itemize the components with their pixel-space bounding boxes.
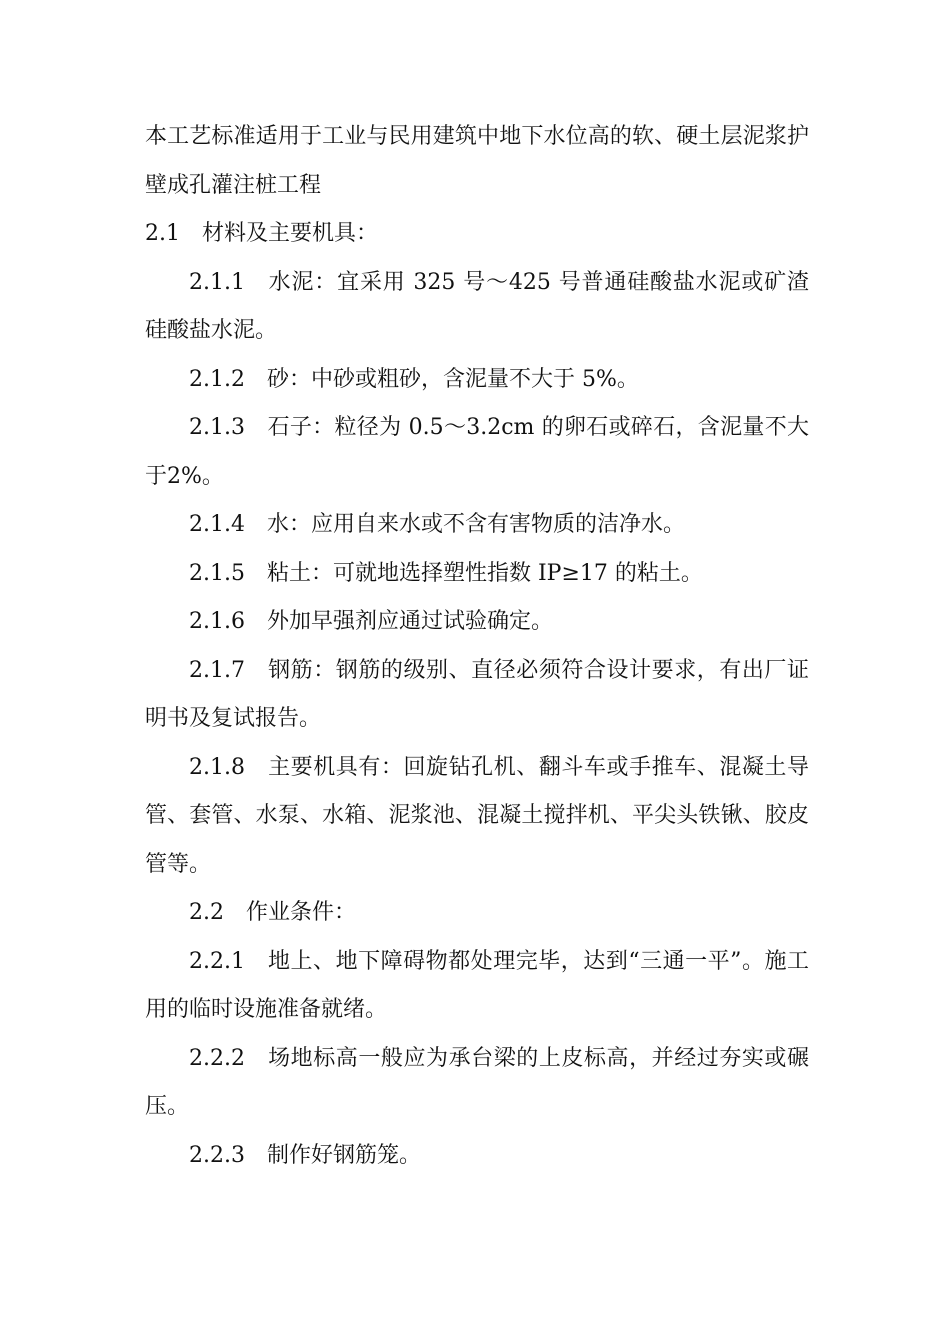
section-heading-2-2: 2.2 作业条件： <box>189 900 356 925</box>
item-2-1-6: 2.1.6 外加早强剂应通过试验确定。 <box>189 609 553 634</box>
item-2-1-3: 2.1.3 石子：粒径为 0.5～3.2cm 的卵石或碎石，含泥量不大于2%。 <box>145 415 809 489</box>
item-2-1-1: 2.1.1 水泥：宜采用 325 号～425 号普通硅酸盐水泥或矿渣硅酸盐水泥。 <box>145 269 809 343</box>
item-2-2-1: 2.2.1 地上、地下障碍物都处理完毕，达到“三通一平”。施工用的临时设施准备就绪。 <box>145 948 809 1022</box>
document-body <box>145 113 809 1180</box>
section-heading-2-1: 2.1 材料及主要机具： <box>145 221 378 246</box>
item-2-2-3: 2.2.3 制作好钢筋笼。 <box>189 1142 421 1168</box>
intro-paragraph: 本工艺标准适用于工业与民用建筑中地下水位高的软、硬土层泥浆护壁成孔灌注桩工程 <box>145 124 809 198</box>
item-2-1-8: 2.1.8 主要机具有：回旋钻孔机、翻斗车或手推车、混凝土导管、套管、水泵、水箱、泥浆池、混凝土搅拌机、平尖头铁锹、胶皮管等。 <box>145 754 809 877</box>
item-2-2-2: 2.2.2 场地标高一般应为承台梁的上皮标高，并经过夯实或碾压。 <box>145 1045 809 1119</box>
item-2-1-2: 2.1.2 砂：中砂或粗砂，含泥量不大于 5%。 <box>189 366 639 392</box>
item-2-1-5: 2.1.5 粘土：可就地选择塑性指数 IP≥17 的粘土。 <box>189 560 703 586</box>
item-2-1-7: 2.1.7 钢筋：钢筋的级别、直径必须符合设计要求，有出厂证明书及复试报告。 <box>145 657 809 731</box>
item-2-1-4: 2.1.4 水：应用自来水或不含有害物质的洁净水。 <box>189 512 685 537</box>
